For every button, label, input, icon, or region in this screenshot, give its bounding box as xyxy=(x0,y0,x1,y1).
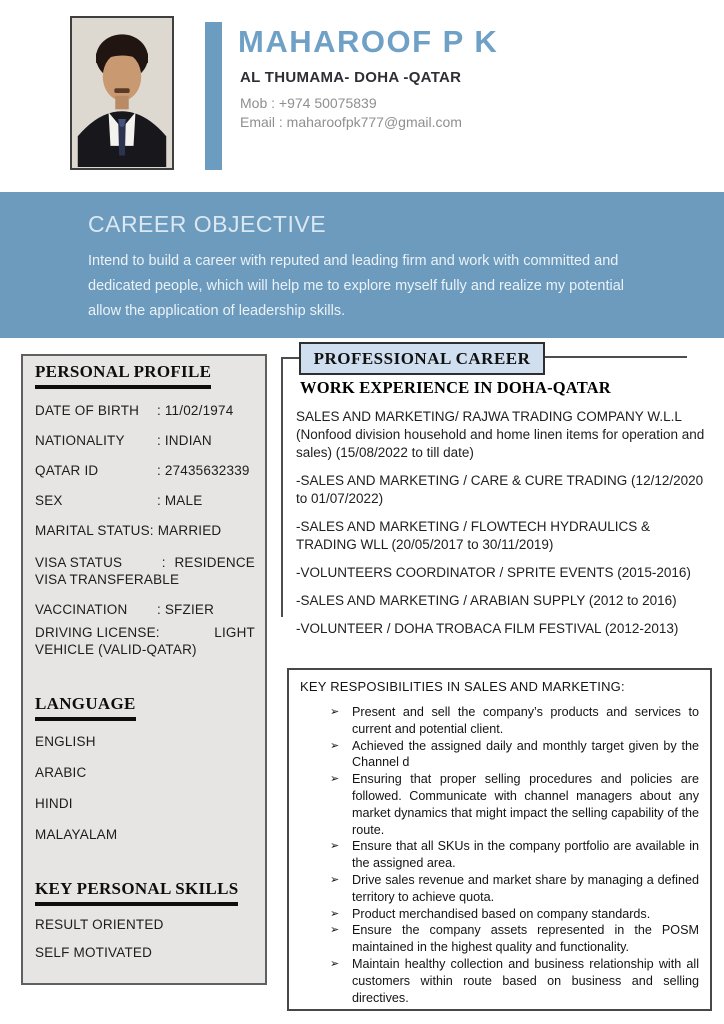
arrow-bullet-icon: ➢ xyxy=(330,840,340,853)
profile-row-label: NATIONALITY xyxy=(35,433,125,448)
connector-line-left xyxy=(281,357,299,359)
language-heading: LANGUAGE xyxy=(35,694,136,721)
responsibilities-heading: KEY RESPOSIBILITIES IN SALES AND MARKETING: xyxy=(300,679,625,694)
profile-photo xyxy=(70,16,174,170)
responsibility-text: Ensuring that proper selling procedures and policies are followed. Communicate with channel managers about any market dynamics that might impact the selling capability of the route. xyxy=(352,772,699,837)
accent-bar xyxy=(205,22,222,170)
language-section xyxy=(35,694,255,843)
profile-row-value: : 27435632339 xyxy=(156,463,250,478)
responsibility-text: Product merchandised based on company standards. xyxy=(352,906,651,921)
mobile-line: Mob : +974 50075839 xyxy=(240,95,377,111)
language-item: ARABIC xyxy=(35,765,87,780)
language-item: ENGLISH xyxy=(35,734,96,749)
profile-row xyxy=(35,492,255,509)
responsibilities-list xyxy=(300,704,699,1006)
job-entry: -SALES AND MARKETING / CARE & CURE TRADING (12/12/2020 to 01/07/2022) xyxy=(296,473,704,506)
profile-row-label: QATAR ID xyxy=(35,463,99,478)
profile-row-value: MARRIED xyxy=(157,523,222,538)
personal-profile-rows xyxy=(35,402,255,658)
contact-block xyxy=(240,94,462,132)
profile-row-value: : SFZIER xyxy=(156,602,215,617)
arrow-bullet-icon: ➢ xyxy=(330,773,340,786)
profile-row xyxy=(35,601,255,618)
responsibility-text: Ensure the company assets represented in the POSM maintained in the highest quality and functionality. xyxy=(352,923,699,955)
profile-row-label: VISA STATUS xyxy=(35,555,123,570)
personal-profile-heading: PERSONAL PROFILE xyxy=(35,362,211,389)
job-entry: -VOLUNTEERS COORDINATOR / SPRITE EVENTS (2015-2016) xyxy=(296,565,691,580)
key-skills-list xyxy=(35,916,255,961)
portrait-neck xyxy=(115,96,128,109)
job-list xyxy=(296,408,706,648)
portrait-mustache xyxy=(114,88,129,93)
personal-profile-panel xyxy=(21,354,267,985)
portrait-illustration xyxy=(72,18,172,168)
responsibility-item xyxy=(300,738,699,772)
arrow-bullet-icon: ➢ xyxy=(330,907,340,920)
language-item: HINDI xyxy=(35,796,73,811)
profile-row xyxy=(35,462,255,479)
profile-row xyxy=(35,402,255,419)
responsibility-text: Maintain healthy collection and business relationship with all customers within route based on business and selling directives. xyxy=(352,956,699,1005)
arrow-bullet-icon: ➢ xyxy=(330,957,340,970)
profile-row-value: : INDIAN xyxy=(156,433,212,448)
email-line: Email : maharoofpk777@gmail.com xyxy=(240,114,462,130)
career-objective-banner xyxy=(0,192,724,338)
profile-row xyxy=(35,432,255,449)
work-experience-heading: WORK EXPERIENCE IN DOHA-QATAR xyxy=(300,378,611,397)
responsibility-item xyxy=(300,704,699,738)
arrow-bullet-icon: ➢ xyxy=(330,706,340,718)
profile-row-label: SEX xyxy=(35,493,63,508)
career-objective-title: CAREER OBJECTIVE xyxy=(88,211,327,237)
arrow-bullet-icon: ➢ xyxy=(330,739,340,752)
portrait-face xyxy=(103,53,141,101)
skill-item: SELF MOTIVATED xyxy=(35,945,153,960)
job-entry: -SALES AND MARKETING / FLOWTECH HYDRAULICS & TRADING WLL (20/05/2017 to 30/11/2019) xyxy=(296,519,651,552)
job-entry: -VOLUNTEER / DOHA TROBACA FILM FESTIVAL (2012-2013) xyxy=(296,621,679,636)
key-skills-section xyxy=(35,879,255,961)
responsibility-item xyxy=(300,838,699,872)
responsibility-text: Achieved the assigned daily and monthly target given by the Channel d xyxy=(352,738,699,770)
profile-row-value: : MALE xyxy=(156,493,203,508)
professional-career-heading-box: PROFESSIONAL CAREER xyxy=(299,342,545,375)
responsibility-item xyxy=(300,922,699,956)
candidate-address: AL THUMAMA- DOHA -QATAR xyxy=(240,69,462,86)
job-entry: -SALES AND MARKETING / ARABIAN SUPPLY (2012 to 2016) xyxy=(296,593,677,608)
responsibility-item xyxy=(300,956,699,1006)
responsibility-item xyxy=(300,771,699,838)
job-entry: SALES AND MARKETING/ RAJWA TRADING COMPANY W.L.L (Nonfood division household and home linen items for operation and sales) (15/08/2022 to till date) xyxy=(296,409,705,460)
candidate-name: MAHAROOF P K xyxy=(238,24,499,59)
responsibilities-box xyxy=(287,668,712,1011)
profile-row-label: DRIVING LICENSE: xyxy=(35,625,160,640)
responsibility-text: Present and sell the company’s products and services to current and potential client. xyxy=(352,705,699,736)
profile-row xyxy=(35,522,255,539)
arrow-bullet-icon: ➢ xyxy=(330,873,340,886)
profile-row-value: : RESIDENCE VISA TRANSFERABLE xyxy=(35,555,256,587)
connector-line-vertical xyxy=(281,357,283,617)
profile-row xyxy=(35,554,255,588)
language-item: MALAYALAM xyxy=(35,827,118,842)
profile-row-label: DATE OF BIRTH xyxy=(35,403,140,418)
responsibility-text: Drive sales revenue and market share by managing a defined territory to achieve quota. xyxy=(352,872,699,904)
skill-item: RESULT ORIENTED xyxy=(35,917,164,932)
career-objective-text: Intend to build a career with reputed and leading firm and work with committed and dedicated people, which will help me to explore myself fully and realize my potential allow the application of leadership skills. xyxy=(88,253,624,319)
profile-row xyxy=(35,624,255,658)
key-skills-heading: KEY PERSONAL SKILLS xyxy=(35,879,238,906)
responsibility-item xyxy=(300,906,699,923)
arrow-bullet-icon: ➢ xyxy=(330,924,340,937)
profile-row-value: LIGHT VEHICLE (VALID-QATAR) xyxy=(35,625,255,657)
profile-row-label: MARITAL STATUS: xyxy=(35,523,154,538)
profile-row-value: : 11/02/1974 xyxy=(156,403,234,418)
connector-line-right xyxy=(545,356,687,358)
language-list xyxy=(35,733,255,843)
responsibility-item xyxy=(300,872,699,906)
responsibility-text: Ensure that all SKUs in the company portfolio are available in the assigned area. xyxy=(352,839,699,871)
profile-row-label: VACCINATION xyxy=(35,602,128,617)
